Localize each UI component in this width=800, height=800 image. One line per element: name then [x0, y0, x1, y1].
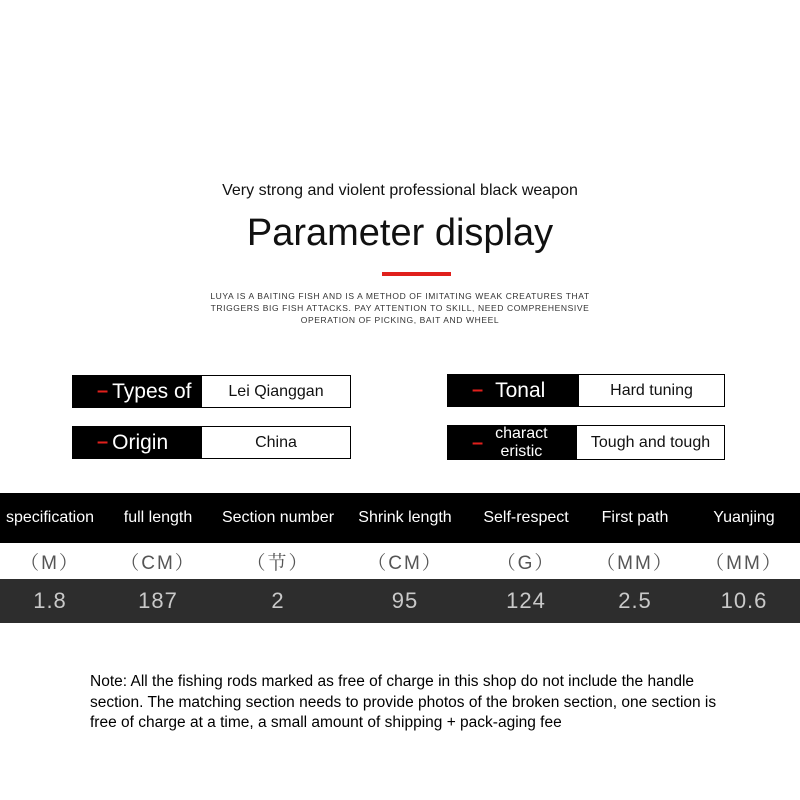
page-title: Parameter display	[246, 212, 554, 254]
header-section-number: Section number	[221, 509, 335, 526]
value-cell: 95	[391, 588, 419, 613]
unit-cell: （CM）	[120, 552, 196, 574]
param-characteristic-label-line2: eristic	[500, 442, 543, 460]
value-cell: 2	[271, 588, 285, 613]
unit-cell: （MM）	[705, 552, 783, 574]
header-specification: specification	[5, 509, 95, 526]
param-origin	[72, 426, 351, 459]
param-characteristic-value: Tough and tough	[590, 433, 711, 451]
value-cell: 124	[506, 588, 546, 613]
param-tonal-label: Tonal	[495, 378, 546, 402]
value-cell: 10.6	[720, 588, 768, 613]
spec-table-units	[0, 543, 800, 579]
param-tonal	[447, 374, 725, 407]
param-characteristic	[447, 425, 725, 460]
param-tonal-value: Hard tuning	[610, 381, 693, 399]
dash-icon: –	[97, 380, 109, 402]
spec-table-values	[0, 579, 800, 623]
header-yuanjing: Yuanjing	[713, 509, 775, 526]
value-cell: 187	[138, 588, 178, 613]
dash-icon: –	[472, 379, 484, 401]
title-underline	[382, 272, 451, 276]
unit-cell: （节）	[246, 552, 310, 574]
header-full-length: full length	[123, 509, 193, 526]
note-text: Note: All the fishing rods marked as free of charge in this shop do not include the handle section. The matching section needs to provide photos of the broken section, one section is free of charge at a time, a small amount of shipping + pack-aging fee	[90, 673, 717, 731]
param-origin-label: Origin	[112, 430, 169, 454]
unit-cell: （MM）	[596, 552, 674, 574]
header-first-path: First path	[601, 509, 669, 526]
description: LUYA IS A BAITING FISH AND IS A METHOD OF IMITATING WEAK CREATURES THAT TRIGGERS BIG FISH ATTACKS. PAY ATTENTION TO SKILL, NEED COMPREHENSIVE OPERATION OF PICKING, BAIT AND WHEEL	[210, 291, 590, 325]
unit-cell: （CM）	[367, 552, 443, 574]
param-characteristic-label-line1: charact	[495, 424, 548, 442]
param-types	[72, 375, 351, 408]
tagline: Very strong and violent professional black weapon	[222, 182, 578, 199]
dash-icon: –	[97, 431, 109, 453]
unit-cell: （G）	[496, 552, 556, 574]
header-shrink-length: Shrink length	[358, 509, 452, 526]
param-types-value: Lei Qianggan	[228, 382, 324, 400]
unit-cell: （M）	[20, 552, 80, 574]
spec-table-header	[0, 493, 800, 543]
value-cell: 2.5	[618, 588, 652, 613]
header-self-respect: Self-respect	[483, 509, 569, 526]
param-types-label: Types of	[112, 379, 192, 403]
dash-icon: –	[472, 431, 484, 454]
value-cell: 1.8	[33, 588, 67, 613]
param-origin-value: China	[255, 433, 297, 451]
